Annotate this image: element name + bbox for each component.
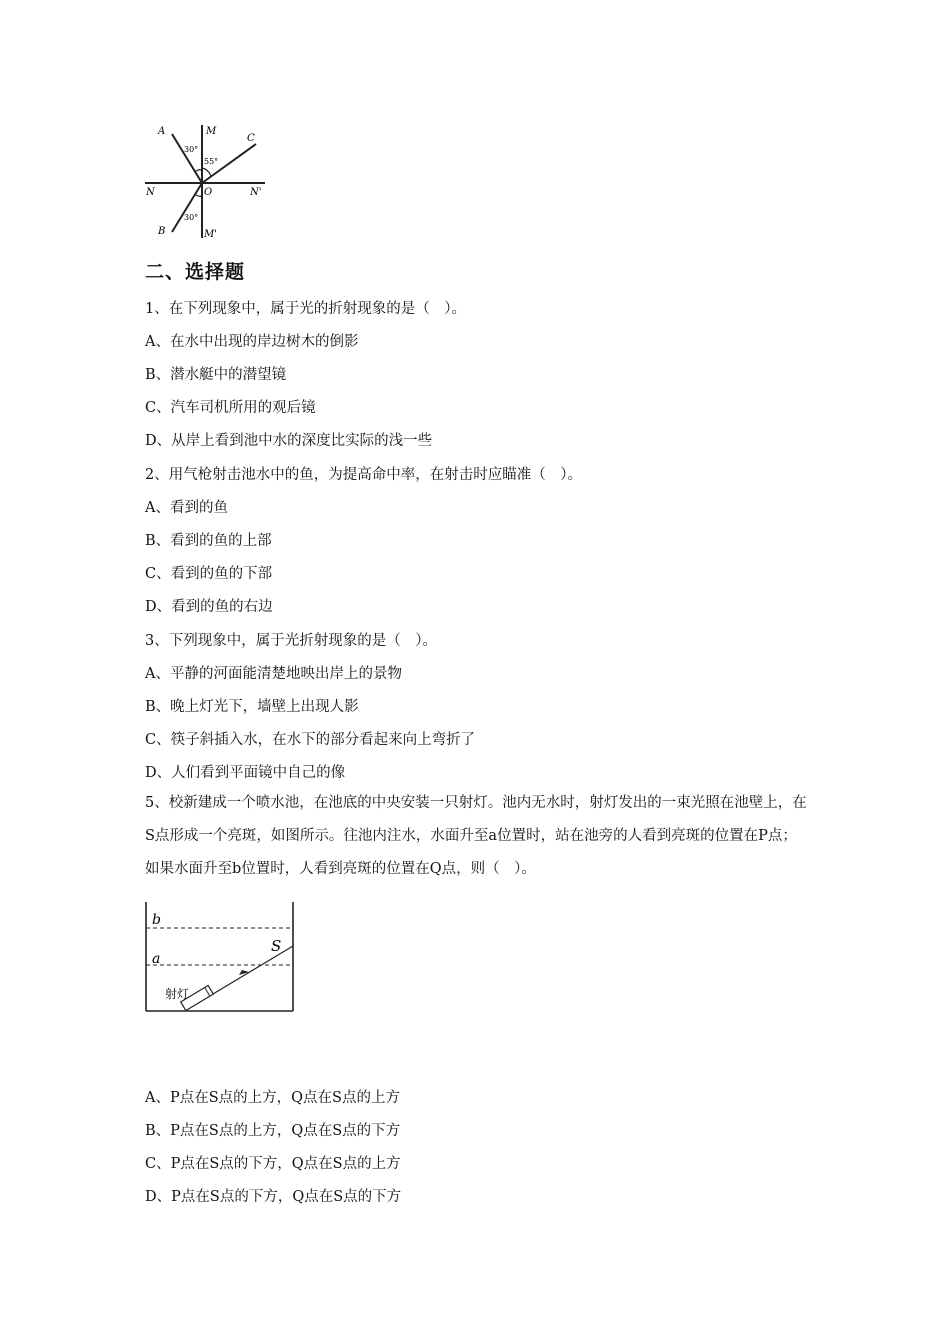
option-c: C、汽车司机所用的观后镜 xyxy=(145,400,316,416)
question-stem: 1、在下列现象中，属于光的折射现象的是（ ）。 xyxy=(145,301,466,317)
option-c: C、筷子斜插入水，在水下的部分看起来向上弯折了 xyxy=(145,732,476,748)
label-a: a xyxy=(152,951,161,967)
label-N: N xyxy=(146,187,155,198)
label-O: O xyxy=(204,187,213,198)
option-b: B、晚上灯光下，墙壁上出现人影 xyxy=(145,699,359,715)
question-stem: 2、用气枪射击池水中的鱼，为提高命中率，在射击时应瞄准（ ）。 xyxy=(145,467,582,483)
option-a: A、在水中出现的岸边树木的倒影 xyxy=(145,334,359,350)
question-5-stem: 5、校新建成一个喷水池，在池底的中央安装一只射灯。池内无水时，射灯发出的一束光照在池壁上，在S点形成一个亮斑，如图所示。往池内注水，水面升至a位置时，站在池旁的人看到亮斑的位置在P点；如果水面升至b位置时，人看到亮斑的位置在Q点，则（ ）。 xyxy=(145,795,807,877)
option-d: D、人们看到平面镜中自己的像 xyxy=(145,765,346,781)
angle-arc-top-left xyxy=(195,170,202,172)
label-A: A xyxy=(158,126,166,137)
label-M: M xyxy=(206,126,217,137)
option-b: B、P点在S点的上方，Q点在S点的下方 xyxy=(145,1123,401,1139)
angle-top-left: 30° xyxy=(184,145,199,154)
label-B: B xyxy=(158,226,166,237)
option-a: A、P点在S点的上方，Q点在S点的上方 xyxy=(145,1090,400,1106)
pool-diagram xyxy=(143,900,298,1015)
option-a: A、平静的河面能清楚地映出岸上的景物 xyxy=(145,666,402,682)
label-M-prime: M' xyxy=(204,229,217,240)
angle-arc-top-right xyxy=(202,168,211,176)
option-a: A、看到的鱼 xyxy=(145,500,228,516)
option-b: B、潜水艇中的潜望镜 xyxy=(145,367,287,383)
option-d: D、看到的鱼的右边 xyxy=(145,599,273,615)
label-s: S xyxy=(271,937,282,955)
angle-top-right: 55° xyxy=(204,157,219,166)
ray-arrow xyxy=(239,970,249,975)
ray-OB xyxy=(172,183,202,232)
reflection-diagram xyxy=(140,120,270,242)
section-heading: 二、选择题 xyxy=(145,261,246,283)
label-N-prime: N' xyxy=(250,187,262,198)
ray-AO xyxy=(172,134,202,183)
angle-arc-bottom xyxy=(195,194,202,196)
option-c: C、P点在S点的下方，Q点在S点的上方 xyxy=(145,1156,401,1172)
label-spotlight: 射灯 xyxy=(165,987,190,1001)
label-C: C xyxy=(247,133,255,144)
label-b: b xyxy=(152,912,161,928)
option-c: C、看到的鱼的下部 xyxy=(145,566,273,582)
question-stem: 3、下列现象中，属于光折射现象的是（ ）。 xyxy=(145,633,437,649)
option-d: D、P点在S点的下方，Q点在S点的下方 xyxy=(145,1189,402,1205)
angle-bottom: 30° xyxy=(184,213,199,222)
option-b: B、看到的鱼的上部 xyxy=(145,533,272,549)
option-d: D、从岸上看到池中水的深度比实际的浅一些 xyxy=(145,433,433,449)
